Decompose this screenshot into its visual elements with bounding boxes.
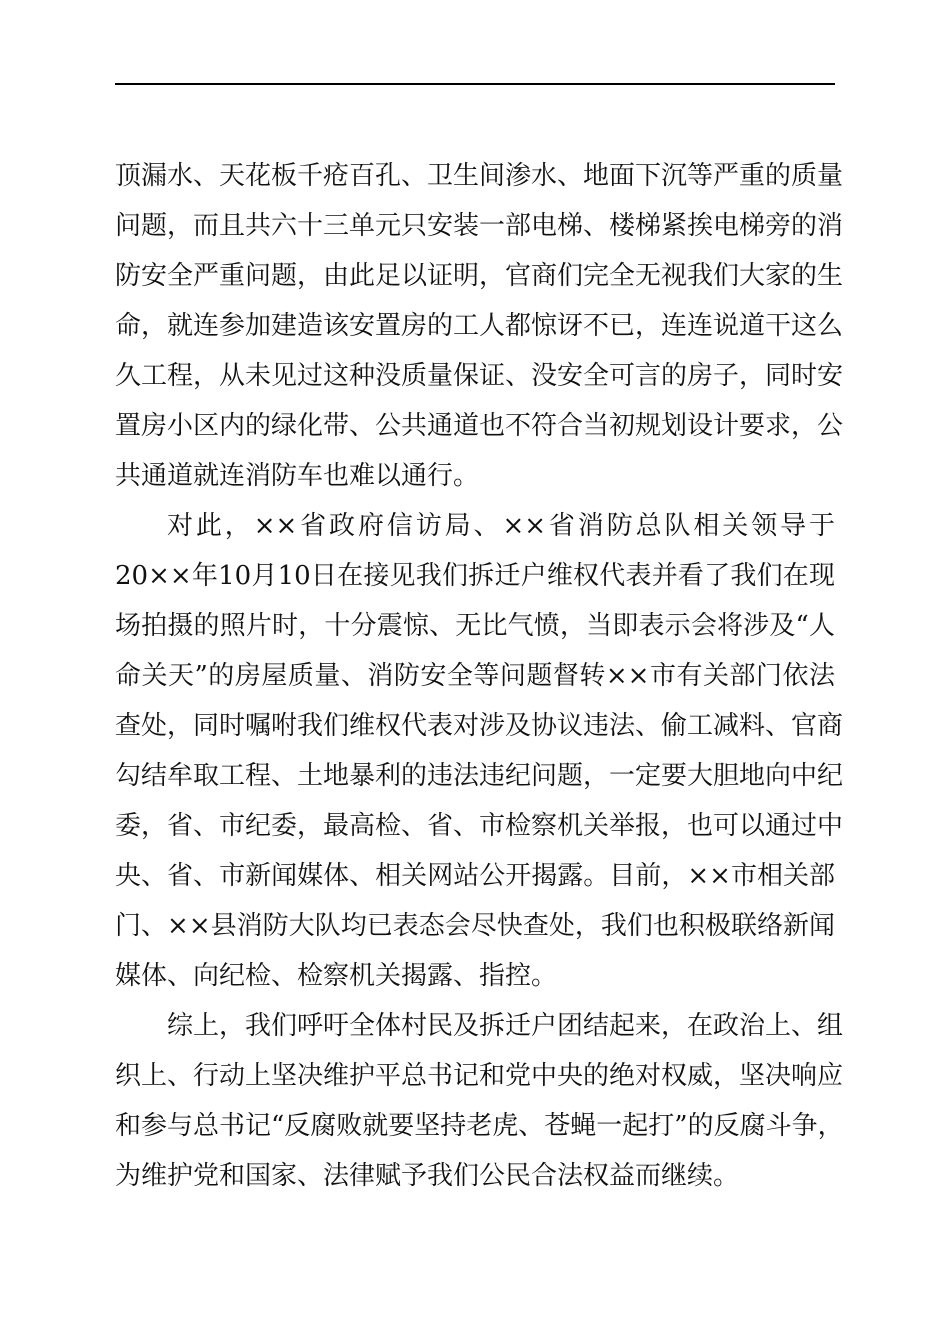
text-line: 综上，我们呼吁全体村民及拆迁户团结起来，在政治上、组 xyxy=(167,1011,844,1041)
text-line: 命，就连参加建造该安置房的工人都惊讶不已，连连说道干这么 xyxy=(115,311,844,341)
text-line: 媒体、向纪检、检察机关揭露、指控。 xyxy=(115,961,558,991)
text-line: 20××年10月10日在接见我们拆迁户维权代表并看了我们在现 xyxy=(115,561,835,591)
text-line: 久工程，从未见过这种没质量保证、没安全可言的房子，同时安 xyxy=(115,361,844,391)
text-line: 央、省、市新闻媒体、相关网站公开揭露。目前，××市相关部 xyxy=(115,861,835,891)
text-line: 置房小区内的绿化带、公共通道也不符合当初规划设计要求，公 xyxy=(115,411,844,441)
text-line: 织上、行动上坚决维护平总书记和党中央的绝对权威，坚决响应 xyxy=(115,1061,844,1091)
text-line: 查处，同时嘱咐我们维权代表对涉及协议违法、偷工减料、官商 xyxy=(115,711,844,741)
text-line: 勾结牟取工程、土地暴利的违法违纪问题，一定要大胆地向中纪 xyxy=(115,761,844,791)
text-line: 对此，××省政府信访局、××省消防总队相关领导于 xyxy=(167,511,835,541)
text-line: 为维护党和国家、法律赋予我们公民合法权益而继续。 xyxy=(115,1161,740,1191)
paragraph-petition-office xyxy=(115,501,844,1001)
text-line: 和参与总书记“反腐败就要坚持老虎、苍蝇一起打”的反腐斗争， xyxy=(115,1111,844,1141)
text-line: 命关天”的房屋质量、消防安全等问题督转××市有关部门依法 xyxy=(115,661,835,691)
text-line: 委，省、市纪委，最高检、省、市检察机关举报，也可以通过中 xyxy=(115,811,844,841)
text-line: 场拍摄的照片时，十分震惊、无比气愤，当即表示会将涉及“人 xyxy=(115,611,835,641)
text-line: 问题，而且共六十三单元只安装一部电梯、楼梯紧挨电梯旁的消 xyxy=(115,211,844,241)
text-line: 顶漏水、天花板千疮百孔、卫生间渗水、地面下沉等严重的质量 xyxy=(115,161,844,191)
header-rule xyxy=(115,83,835,85)
paragraph-conclusion xyxy=(115,1001,844,1201)
document-body xyxy=(115,151,844,1201)
paragraph-continuation xyxy=(115,151,844,501)
text-line: 共通道就连消防车也难以通行。 xyxy=(115,461,480,491)
text-line: 门、××县消防大队均已表态会尽快查处，我们也积极联络新闻 xyxy=(115,911,835,941)
text-line: 防安全严重问题，由此足以证明，官商们完全无视我们大家的生 xyxy=(115,261,844,291)
